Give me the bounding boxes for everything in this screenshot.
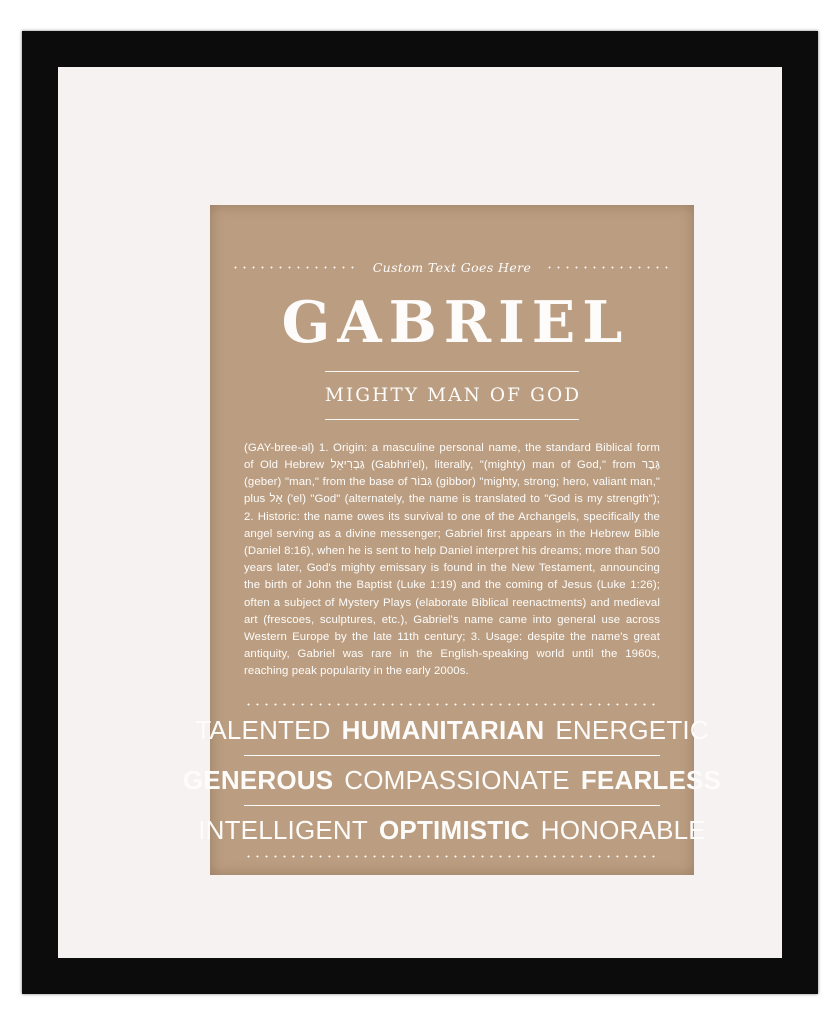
divider-below-meaning (325, 419, 579, 420)
print-content (182, 205, 722, 875)
dotted-rule-right (545, 266, 673, 269)
trait-word: FEARLESS (580, 764, 722, 795)
custom-text-row (244, 257, 660, 277)
trait-word: HONORABLE (540, 814, 706, 845)
trait-row (195, 706, 709, 755)
traits-bottom-dotted-rule (244, 855, 660, 858)
trait-word: TALENTED (195, 714, 331, 745)
traits-block (182, 703, 722, 858)
name-art-print (182, 205, 722, 875)
frame-mat (58, 67, 782, 958)
name-meaning: MIGHTY MAN OF GOD (324, 384, 582, 406)
trait-word: OPTIMISTIC (378, 814, 530, 845)
trait-word: COMPASSIONATE (344, 764, 570, 795)
name-description: (GAY-bree-əl) 1. Origin: a masculine personal name, the standard Biblical form of Old Hebrew גַּבְרִיאֵל (Gabhri'el), literally, "(mighty) man of God," from גֶּבֶר (geber) "man," from the base of גִּבּוֹר (gibbor) "mighty, strong; hero, valiant man," plus אֵל ('el) "God" (alternately, the name is translated to "God is my strength"); 2. Historic: the name owes its survival to one of the Archangels, specifically the angel serving as a divine messenger; Gabriel first appears in the Hebrew Bible (Daniel 8:16), when he is sent to help Daniel interpret his dreams; more than 500 years later, God's mighty emissary is found in the New Testament, announcing the birth of John the Baptist (Luke 1:19) and the coming of Jesus (Luke 1:26); often a subject of Mystery Plays (elaborate Biblical reenactments) and medieval art (frescoes, sculptures, etc.), Gabriel's name came into general use across Western Europe by the late 11th century; 3. Usage: despite the name's great antiquity, Gabriel was rare in the English-speaking world until the 1960s, reaching peak popularity in the early 2000s. (244, 441, 661, 678)
name-title: GABRIEL (281, 289, 630, 356)
dotted-rule-left (231, 266, 359, 269)
trait-word: HUMANITARIAN (341, 714, 545, 745)
trait-word: GENEROUS (182, 764, 334, 795)
divider-above-meaning (325, 371, 579, 372)
custom-text: Custom Text Goes Here (372, 259, 532, 275)
trait-row (198, 806, 706, 855)
picture-frame (22, 31, 818, 994)
trait-word: INTELLIGENT (198, 814, 368, 845)
trait-row (182, 756, 722, 805)
trait-word: ENERGETIC (555, 714, 709, 745)
